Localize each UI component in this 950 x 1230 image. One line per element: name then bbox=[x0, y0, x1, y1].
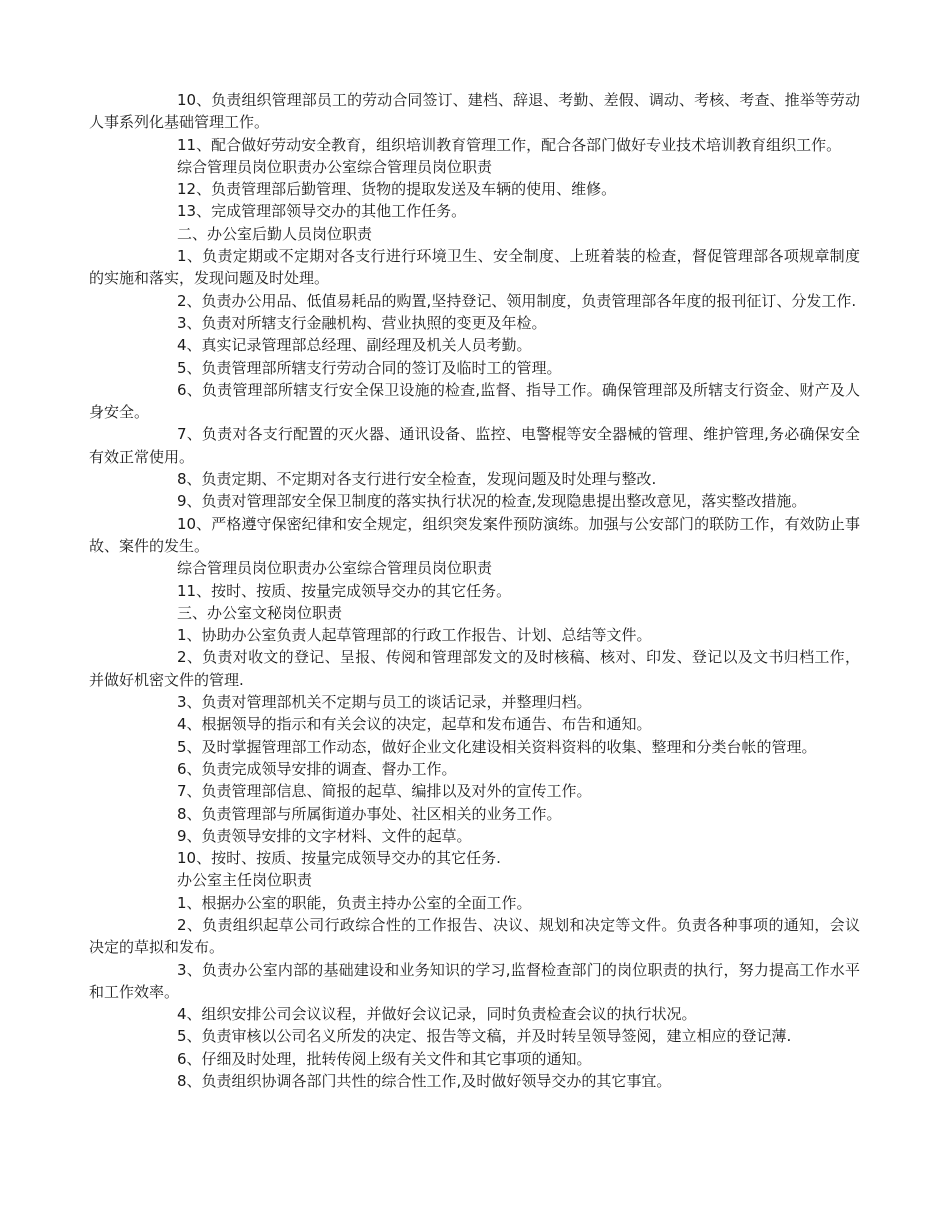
paragraph: 4、组织安排公司会议议程，并做好会议记录，同时负责检查会议的执行状况。 bbox=[177, 1005, 697, 1024]
paragraph: 9、负责对管理部安全保卫制度的落实执行状况的检查,发现隐患提出整改意见，落实整改措施。 bbox=[177, 492, 807, 511]
paragraph: 10、负责组织管理部员工的劳动合同签订、建档、辞退、考勤、差假、调动、考核、考查、推举等劳动人事系列化基础管理工作。 bbox=[89, 91, 860, 132]
paragraph: 12、负责管理部后勤管理、货物的提取发送及车辆的使用、维修。 bbox=[177, 180, 617, 199]
paragraph: 4、真实记录管理部总经理、副经理及机关人员考勤。 bbox=[177, 336, 532, 355]
document-body bbox=[89, 89, 860, 1092]
section-heading: 办公室主任岗位职责 bbox=[177, 871, 313, 890]
section-heading: 二、办公室后勤人员岗位职责 bbox=[177, 224, 373, 243]
paragraph: 13、完成管理部领导交办的其他工作任务。 bbox=[177, 202, 467, 221]
paragraph: 2、负责办公用品、低值易耗品的购置,坚持登记、领用制度，负责管理部各年度的报刊征订、分发工作. bbox=[177, 291, 857, 310]
paragraph: 1、负责定期或不定期对各支行进行环境卫生、安全制度、上班着装的检查，督促管理部各项规章制度的实施和落实，发现问题及时处理。 bbox=[89, 247, 860, 288]
paragraph: 3、负责对管理部机关不定期与员工的谈话记录，并整理归档。 bbox=[177, 693, 592, 712]
paragraph: 11、按时、按质、按量完成领导交办的其它任务。 bbox=[177, 581, 512, 600]
paragraph: 6、负责管理部所辖支行安全保卫设施的检查,监督、指导工作。确保管理部及所辖支行资金、财产及人身安全。 bbox=[89, 380, 860, 422]
paragraph: 8、负责定期、不定期对各支行进行安全检查，发现问题及时处理与整改. bbox=[177, 470, 657, 489]
section-heading: 三、办公室文秘岗位职责 bbox=[177, 603, 343, 622]
paragraph: 3、负责对所辖支行金融机构、营业执照的变更及年检。 bbox=[177, 313, 547, 332]
section-heading: 综合管理员岗位职责办公室综合管理员岗位职责 bbox=[177, 157, 493, 176]
paragraph: 3、负责办公室内部的基础建设和业务知识的学习,监督检查部门的岗位职责的执行，努力提高工作水平和工作效率。 bbox=[89, 960, 860, 1001]
paragraph: 7、负责管理部信息、简报的起草、编排以及对外的宣传工作。 bbox=[177, 782, 592, 801]
paragraph: 5、负责管理部所辖支行劳动合同的签订及临时工的管理。 bbox=[177, 358, 562, 377]
paragraph: 1、根据办公室的职能，负责主持办公室的全面工作。 bbox=[177, 893, 532, 912]
paragraph: 9、负责领导安排的文字材料、文件的起草。 bbox=[177, 826, 472, 845]
paragraph: 8、负责管理部与所属街道办事处、社区相关的业务工作。 bbox=[177, 804, 562, 823]
paragraph: 5、负责审核以公司名义所发的决定、报告等文稿，并及时转呈领导签阅，建立相应的登记薄. bbox=[177, 1027, 792, 1046]
paragraph: 8、负责组织协调各部门共性的综合性工作,及时做好领导交办的其它事宜。 bbox=[177, 1072, 672, 1091]
paragraph: 4、根据领导的指示和有关会议的决定，起草和发布通告、布告和通知。 bbox=[177, 715, 652, 734]
paragraph: 6、仔细及时处理，批转传阅上级有关文件和其它事项的通知。 bbox=[177, 1049, 592, 1068]
paragraph: 10、严格遵守保密纪律和安全规定，组织突发案件预防演练。加强与公安部门的联防工作，有效防止事故、案件的发生。 bbox=[89, 514, 860, 555]
paragraph: 2、负责组织起草公司行政综合性的工作报告、决议、规划和决定等文件。负责各种事项的通知，会议决定的草拟和发布。 bbox=[89, 915, 860, 957]
paragraph: 5、及时掌握管理部工作动态，做好企业文化建设相关资料资料的收集、整理和分类台帐的管理。 bbox=[177, 737, 817, 756]
paragraph: 2、负责对收文的登记、呈报、传阅和管理部发文的及时核稿、核对、印发、登记以及文书归档工作，并做好机密文件的管理. bbox=[89, 648, 860, 689]
paragraph: 7、负责对各支行配置的灭火器、通讯设备、监控、电警棍等安全器械的管理、维护管理,务必确保安全有效正常使用。 bbox=[89, 425, 860, 466]
paragraph: 1、协助办公室负责人起草管理部的行政工作报告、计划、总结等文件。 bbox=[177, 626, 652, 645]
paragraph: 11、配合做好劳动安全教育，组织培训教育管理工作，配合各部门做好专业技术培训教育组织工作。 bbox=[177, 135, 842, 154]
paragraph: 10、按时、按质、按量完成领导交办的其它任务. bbox=[177, 849, 501, 868]
section-heading: 综合管理员岗位职责办公室综合管理员岗位职责 bbox=[177, 559, 493, 578]
paragraph: 6、负责完成领导安排的调查、督办工作。 bbox=[177, 759, 457, 778]
